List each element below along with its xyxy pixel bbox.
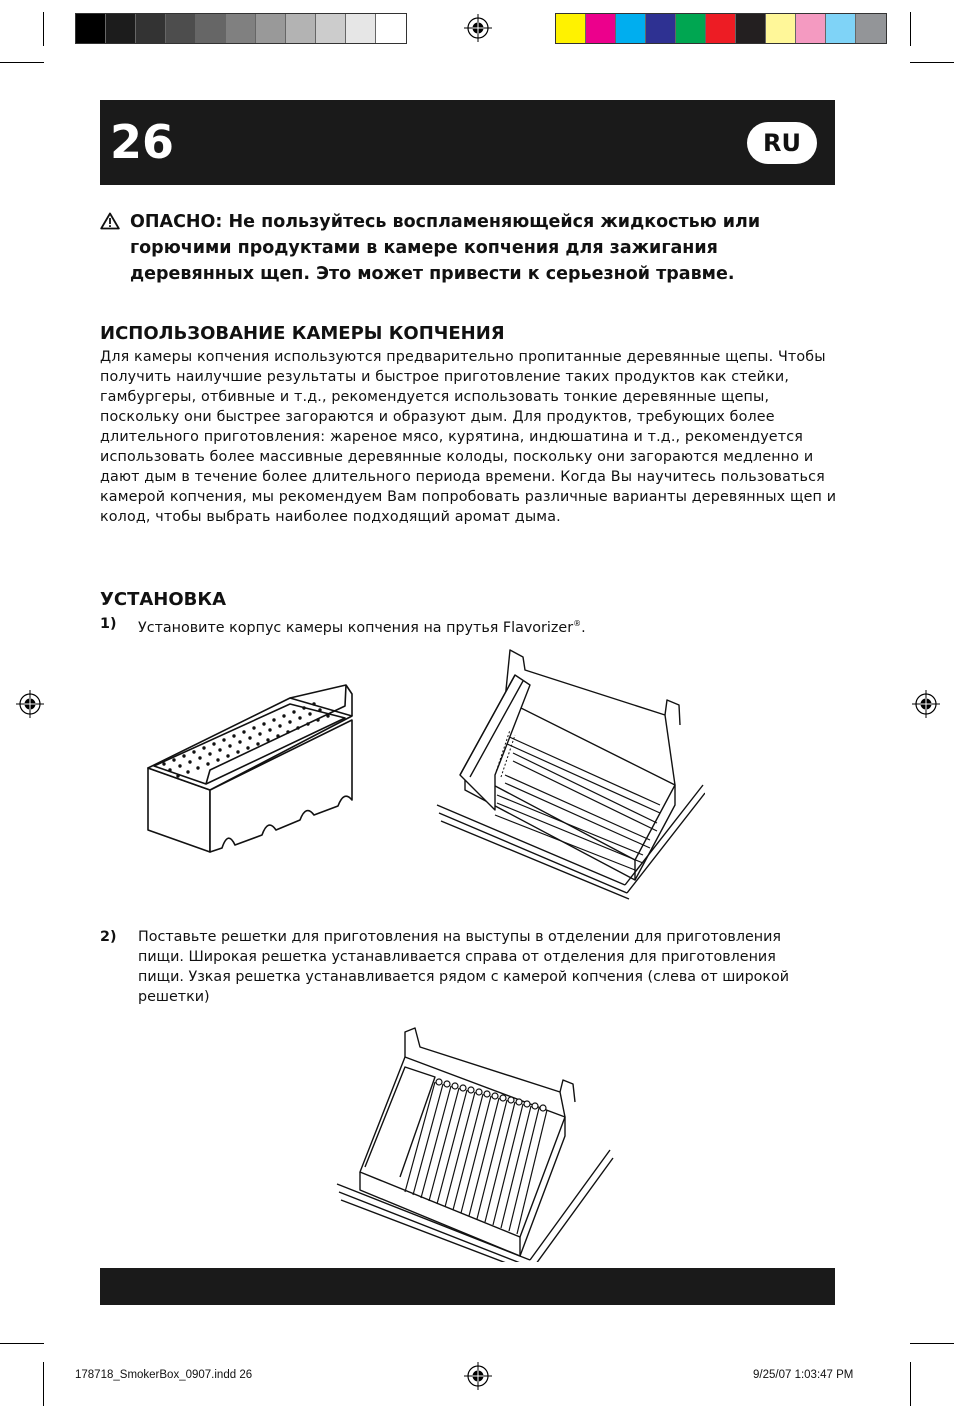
color-swatch [706, 14, 736, 43]
color-swatch [796, 14, 826, 43]
warning-text: ОПАСНО: Не пользуйтесь воспламеняющейся жидкостью или горючими продуктами в камере копчения для зажигания деревянных щеп. Это может привести к серьезной травме. [130, 212, 761, 284]
crop-mark [43, 1362, 44, 1406]
registration-mark-icon [464, 14, 492, 42]
step-1 [100, 614, 820, 638]
color-swatch [646, 14, 676, 43]
color-swatch [676, 14, 706, 43]
usage-paragraph: Для камеры копчения используются предварительно пропитанные деревянные щепы. Чтобы получить наилучшие результаты и быстрое приготовление таких продуктов как стейки, гамбургеры, отбивные и т.д., рекомендуется использовать тонкие деревянные щепы, поскольку они быстрее загораются и образуют дым. Для продуктов, требующих более длительного приготовления: жареное мясо, курятина, индюшатина и т.д., рекомендуется использовать более массивные деревянные колоды, поскольку они загораются медленно и дают дым в течение более длительного периода времени. Когда Вы научитесь пользоваться камерой копчения, мы рекомендуем Вам попробовать различные варианты деревянных щеп и колод, чтобы выбрать наиболее подходящий аромат дыма. [100, 349, 837, 525]
color-swatch [766, 14, 796, 43]
file-slug: 178718_SmokerBox_0907.indd 26 [75, 1369, 253, 1381]
crop-mark [910, 62, 954, 63]
danger-warning [100, 209, 835, 287]
crop-mark [910, 1343, 954, 1344]
color-swatch [226, 14, 256, 43]
crop-mark [43, 12, 44, 46]
color-swatch [556, 14, 586, 43]
step-text: Установите корпус камеры копчения на прутья Flavorizer [138, 619, 574, 636]
color-swatch [856, 14, 886, 43]
grill-bars-illustration [435, 645, 705, 900]
warning-triangle-icon [100, 212, 120, 230]
grayscale-color-bar [75, 13, 407, 44]
color-swatch [196, 14, 226, 43]
step-number: 2) [100, 929, 117, 945]
crop-mark [910, 12, 911, 46]
color-swatch [736, 14, 766, 43]
step-2 [100, 927, 820, 1007]
registration-mark-icon [912, 690, 940, 718]
color-swatch [826, 14, 856, 43]
color-swatch [376, 14, 406, 43]
page-footer-bar [100, 1268, 835, 1305]
color-swatch [316, 14, 346, 43]
date-slug: 9/25/07 1:03:47 PM [753, 1369, 854, 1381]
color-swatch [166, 14, 196, 43]
color-swatch [616, 14, 646, 43]
step-number: 1) [100, 616, 117, 632]
crop-mark [0, 62, 44, 63]
color-swatch [586, 14, 616, 43]
crop-mark [910, 1362, 911, 1406]
color-swatch [286, 14, 316, 43]
step-text: Поставьте решетки для приготовления на выступы в отделении для приготовления пищи. Широкая решетка устанавливается справа от отделения для приготовления пищи. Узкая решетка устанавливается рядом с камерой копчения (слева от широкой решетки) [138, 929, 790, 1005]
section-title-installation: УСТАНОВКА [100, 589, 227, 610]
color-swatch [256, 14, 286, 43]
color-swatch [346, 14, 376, 43]
crop-mark [0, 1343, 44, 1344]
color-swatch [136, 14, 166, 43]
registered-mark: ® [573, 619, 582, 628]
registration-mark-icon [464, 1362, 492, 1390]
language-badge: RU [747, 122, 817, 164]
page-header-bar [100, 100, 835, 185]
page-number: 26 [110, 115, 175, 169]
smoker-box-illustration [140, 680, 365, 860]
registration-mark-icon [16, 690, 44, 718]
color-swatch [106, 14, 136, 43]
section-title-usage: ИСПОЛЬЗОВАНИЕ КАМЕРЫ КОПЧЕНИЯ [100, 323, 505, 344]
color-swatch [76, 14, 106, 43]
step-text-end: . [581, 619, 586, 636]
cooking-grates-illustration [335, 1022, 615, 1262]
process-color-bar [555, 13, 887, 44]
